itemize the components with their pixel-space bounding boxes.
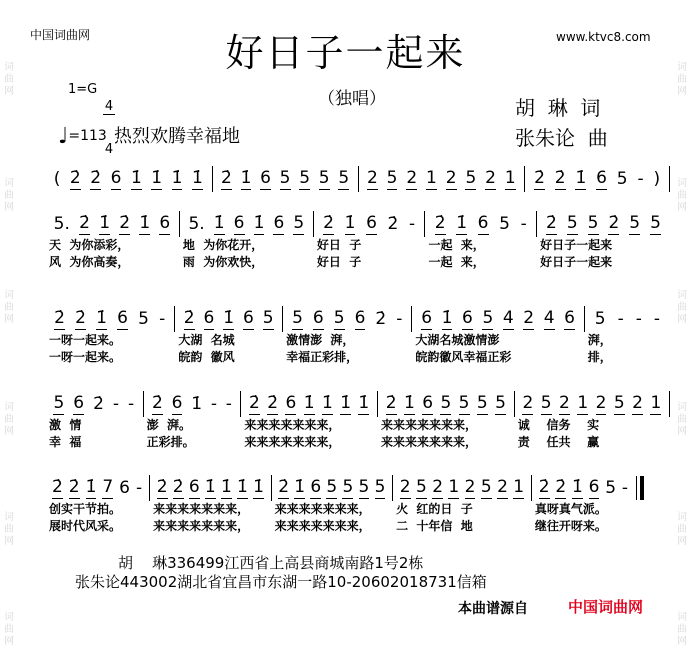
note: 5: [374, 477, 386, 497]
note: 1̇: [96, 308, 107, 328]
measure-notes: [282, 306, 411, 332]
note: 2̇: [546, 213, 557, 233]
measure: [584, 306, 670, 366]
lyric-line: 地 为你花开，: [182, 238, 264, 252]
measure-notes: [45, 391, 143, 417]
note: 2: [595, 393, 607, 413]
measure-notes: [45, 306, 174, 332]
score-row: [45, 166, 670, 192]
note: 1̇: [191, 168, 203, 188]
note: 5: [650, 213, 661, 233]
note: 7: [102, 477, 114, 497]
lyric-line: 激 情: [49, 418, 82, 432]
composer-contact: 张朱论443002湖北省宜昌市东湖一路10-20602018731信箱: [75, 573, 487, 591]
note: 6: [117, 308, 128, 328]
lyric-line: 幸福正彩排，: [286, 350, 359, 364]
note: 1̇: [213, 213, 225, 233]
note: 5: [499, 213, 510, 234]
lyric-line: 真呀真气派。: [534, 502, 607, 516]
note: 4: [502, 308, 514, 328]
quarter-note-icon: ♩: [58, 124, 69, 149]
measure-notes: [45, 166, 212, 192]
note: 5: [338, 168, 350, 188]
lyric-line: 一呀一起来。: [49, 333, 122, 347]
lyric-line: 来来来来来来来，: [244, 418, 341, 432]
note: 5: [53, 393, 65, 413]
note: 5: [613, 393, 625, 413]
note: 1̇: [253, 213, 265, 233]
watermark-text: 词曲网: [677, 290, 687, 325]
measure: [174, 306, 282, 366]
lyric-line: 湃，: [587, 333, 612, 347]
note: 6: [310, 477, 322, 497]
sustain-dash: -: [210, 393, 217, 414]
note: 1̇: [340, 393, 352, 413]
note: 5: [540, 393, 552, 413]
measure-notes: [143, 391, 241, 417]
note: 6: [188, 477, 200, 497]
lyric-line: 来来来来来来来，: [153, 502, 250, 516]
sustain-dash: -: [635, 308, 642, 329]
note: 5: [476, 393, 488, 413]
note: 1: [426, 168, 437, 188]
measure-notes: [514, 391, 670, 417]
measure: [536, 211, 670, 271]
note: 2: [406, 168, 418, 188]
note: 1̇: [139, 213, 151, 233]
watermark-text: 词曲网: [4, 512, 14, 547]
measure-notes: [271, 475, 392, 501]
tempo-value: =113: [68, 128, 107, 144]
lyric-line: 排，: [587, 350, 612, 364]
note: 5: [262, 308, 274, 328]
lyric-line: 责 任共 赢: [517, 435, 600, 449]
watermark-text: 词曲网: [677, 178, 687, 213]
note: 6: [366, 213, 377, 233]
lyric-line: 好日子一起来: [540, 255, 613, 269]
note: 2̇: [608, 213, 620, 233]
note: 5: [458, 393, 470, 413]
note: 2̇: [434, 213, 446, 233]
key-signature: 1=G: [68, 82, 98, 97]
site-name: 中国词曲网: [30, 28, 91, 42]
note: 1̇: [171, 168, 183, 188]
note: 5: [605, 477, 617, 498]
note: 1̇: [204, 477, 216, 497]
note: 5: [482, 308, 494, 328]
note: 2: [523, 308, 535, 328]
note: 6: [243, 308, 254, 328]
note: 1̇: [130, 168, 142, 188]
measure-notes: [45, 211, 179, 237]
note: 6: [462, 308, 473, 328]
sustain-dash: -: [408, 213, 416, 234]
note: 2̇: [183, 308, 195, 328]
lyric-line: 幸 福: [49, 435, 82, 449]
measure: [271, 475, 392, 535]
watermark-text: 词曲网: [4, 178, 14, 213]
note: 1̇: [575, 168, 587, 188]
measure-notes: [424, 211, 536, 237]
lyric-line: 风 为你高奏，: [49, 255, 130, 269]
note: 2̇: [249, 393, 260, 413]
sustain-dash: -: [135, 477, 143, 498]
measure-notes: [392, 475, 531, 501]
note: 4: [543, 308, 555, 328]
measure-notes: [179, 211, 313, 237]
measure-notes: [174, 306, 282, 332]
note: 5: [318, 168, 330, 188]
source-site-link[interactable]: 中国词曲网: [568, 598, 644, 616]
note: 2̇: [385, 393, 397, 413]
note: 1̇: [99, 213, 111, 233]
note: 1̇: [456, 213, 468, 233]
lyric-line: 大湖名城激情澎: [415, 333, 500, 347]
note: 5: [333, 308, 345, 328]
note: 6: [159, 213, 171, 233]
note: 6: [596, 168, 607, 188]
measure-notes: [377, 391, 514, 417]
note: 1̇: [358, 393, 370, 413]
watermark-text: 词曲网: [4, 290, 14, 325]
measure: [45, 166, 212, 192]
score-row: [45, 211, 670, 271]
lyric-line: 一起 来，: [428, 255, 485, 269]
measure: [313, 211, 425, 271]
note: 2̇: [93, 393, 104, 414]
note: 1̇: [191, 393, 203, 414]
tempo-marking: [58, 124, 107, 149]
lyric-line: 来来来来来来来，: [381, 435, 478, 449]
note: 2̇: [538, 477, 550, 497]
lyric-line: 来来来来来来来，: [244, 435, 341, 449]
note: 2: [366, 168, 378, 188]
sustain-dash: -: [112, 393, 120, 414]
note: 5: [326, 477, 338, 497]
watermark-text: 词曲网: [4, 612, 14, 647]
note: 2̇: [152, 393, 163, 413]
note: 1̇: [441, 308, 453, 328]
note: 2̇: [156, 477, 168, 497]
lyric-line: 火 红的日 子: [396, 502, 473, 516]
note: 1: [513, 477, 525, 497]
note: 6: [354, 308, 366, 328]
note: 2: [485, 168, 496, 188]
note: 2̇: [75, 308, 86, 328]
note: 5: [415, 477, 427, 497]
note: 5: [480, 477, 492, 497]
note: 5: [138, 308, 149, 329]
note: 2̇: [69, 168, 81, 188]
note: 1̇: [223, 308, 235, 328]
lyric-line: 来来来来来来来，: [274, 502, 371, 516]
note: 6: [285, 393, 297, 413]
measure: [424, 211, 536, 271]
note: 1̇: [403, 393, 415, 413]
expression-marking: 热烈欢腾幸福地: [114, 126, 240, 147]
note: 6: [273, 213, 285, 233]
score-row: [45, 306, 670, 366]
lyric-line: 激情澎 湃，: [286, 333, 355, 347]
note: 5: [440, 393, 452, 413]
note: 1: [448, 477, 460, 497]
note: 1̇: [303, 393, 315, 413]
lyric-line: 大湖 名城: [178, 333, 235, 347]
measure: [179, 211, 313, 271]
watermark-text: 词曲网: [677, 612, 687, 647]
note: 2̇: [278, 477, 290, 497]
measure-notes: [313, 211, 425, 237]
lyric-line: 雨 为你欢快，: [182, 255, 264, 269]
measure-notes: [358, 166, 525, 192]
note: 1̇: [85, 477, 97, 497]
lyric-line: 来来来来来来来，: [381, 418, 478, 432]
measure: [45, 306, 174, 366]
note: 5: [594, 308, 606, 329]
measure: [514, 391, 670, 451]
note: 5: [566, 213, 578, 233]
note: 2̇: [79, 213, 90, 233]
lyric-line: 好日 子: [316, 255, 362, 269]
note: 2: [399, 477, 411, 497]
measure: [411, 306, 583, 366]
lyricist-contact: 胡 琳336499江西省上高县商城南路1号2栋: [118, 554, 424, 572]
note: 1: [504, 168, 516, 188]
composer-credit: 张朱论 曲: [515, 126, 608, 150]
note: 2̇: [267, 393, 279, 413]
note: 6: [73, 393, 85, 413]
note: 1̇: [294, 477, 306, 497]
note: 6: [564, 308, 575, 328]
note: 1̇: [151, 168, 163, 188]
score-row: [45, 475, 635, 535]
note: 6: [312, 308, 324, 328]
sustain-dash: -: [621, 477, 629, 498]
measure-notes: [524, 166, 670, 192]
note: 1: [577, 393, 589, 413]
lyric-line: 澎 湃。: [146, 418, 192, 432]
measure: [149, 475, 270, 535]
note: 6: [421, 308, 433, 328]
measure: [531, 475, 635, 535]
note: 5.: [53, 213, 70, 234]
note: 6: [233, 213, 245, 233]
note: 2: [432, 477, 444, 497]
note: 5: [495, 393, 506, 413]
bracket: (: [53, 168, 61, 189]
note: 2̇: [54, 308, 65, 328]
note: 6: [477, 213, 489, 233]
sustain-dash: -: [637, 168, 644, 189]
note: 1: [650, 393, 662, 413]
note: 1̇: [253, 477, 264, 497]
measure-notes: [212, 166, 358, 192]
note: 2̇: [534, 168, 545, 188]
lyric-line: 来来来来来来来，: [274, 519, 371, 533]
sustain-dash: -: [396, 308, 403, 329]
site-url: www.ktvc8.com: [556, 30, 651, 44]
song-title: 好日子一起来: [225, 31, 466, 75]
measure: [45, 211, 179, 271]
measure: [282, 306, 411, 366]
note: 5: [358, 477, 370, 497]
note: 2̇: [172, 477, 184, 497]
note: 6: [588, 477, 600, 497]
lyric-line: 二 十年信 地: [396, 519, 473, 533]
note: 5: [587, 213, 599, 233]
measure: [45, 391, 143, 451]
note: 2̇: [90, 168, 102, 188]
lyricist-credit: 胡 琳 词: [515, 96, 601, 120]
note: 2̇: [554, 168, 566, 188]
note: 5: [465, 168, 477, 188]
measure: [524, 166, 670, 192]
measure: [212, 166, 358, 192]
note: 2: [522, 393, 534, 413]
note: 6: [203, 308, 215, 328]
lyric-line: 皖韵徽风幸福正彩: [415, 350, 512, 364]
measure-notes: [536, 211, 670, 237]
note: 2: [632, 393, 643, 413]
measure: [377, 391, 514, 451]
watermark-text: 词曲网: [677, 512, 687, 547]
lyric-line: 一呀一起来。: [49, 350, 122, 364]
measure: [392, 475, 531, 535]
lyric-line: 正彩排。: [146, 435, 195, 449]
note: 5: [386, 168, 398, 188]
measure: [45, 475, 149, 535]
measure-notes: [584, 306, 670, 332]
note: 2̇: [68, 477, 80, 497]
lyric-line: 好日子一起来: [540, 238, 613, 252]
sustain-dash: -: [653, 308, 660, 329]
performance-type: （独唱）: [318, 89, 386, 109]
note: 5: [616, 168, 628, 189]
note: 6: [422, 393, 434, 413]
source-label: 本曲谱源自: [458, 601, 528, 617]
note: 5: [629, 213, 641, 233]
note: 6: [119, 477, 130, 498]
measure-notes: [45, 475, 149, 501]
bracket: ): [653, 168, 661, 189]
score-row: [45, 391, 670, 451]
time-signature-bottom: 4: [104, 142, 114, 157]
sustain-dash: -: [520, 213, 527, 234]
note: 2: [464, 477, 476, 497]
measure-notes: [240, 391, 377, 417]
lyric-line: 创实干节拍。: [49, 502, 122, 516]
note: 1̇: [572, 477, 583, 497]
note: 1̇: [344, 213, 356, 233]
note: 5: [299, 168, 311, 188]
note: 5: [342, 477, 354, 497]
note: 2: [559, 393, 570, 413]
watermark-text: 词曲网: [4, 62, 14, 97]
lyric-line: 继往开呀来。: [534, 519, 607, 533]
measure: [240, 391, 377, 451]
note: 6: [110, 168, 122, 188]
measure: [358, 166, 525, 192]
lyric-line: 皖韵 徽风: [178, 350, 235, 364]
note: 5.: [188, 213, 205, 234]
sustain-dash: -: [225, 393, 232, 414]
note: 6: [171, 393, 183, 413]
note: 1̇: [220, 477, 232, 497]
note: 5: [293, 213, 305, 233]
measure-notes: [411, 306, 583, 332]
note: 2̇: [375, 308, 387, 329]
note: 2̇: [51, 477, 63, 497]
note: 2̇: [221, 168, 232, 188]
measure: [143, 391, 241, 451]
lyric-line: 天 为你添彩，: [49, 238, 130, 252]
note: 5: [292, 308, 303, 328]
lyric-line: 好日 子: [316, 238, 362, 252]
note: 1̇: [321, 393, 333, 413]
measure-notes: [531, 475, 635, 501]
watermark-text: 词曲网: [4, 402, 14, 437]
measure-notes: [149, 475, 270, 501]
note: 5: [279, 168, 291, 188]
note: 2̇: [323, 213, 334, 233]
time-signature-top: 4: [104, 99, 114, 114]
lyric-line: 展时代风采。: [49, 519, 122, 533]
watermark-text: 词曲网: [677, 62, 687, 97]
note: 2: [445, 168, 457, 188]
watermark-text: 词曲网: [677, 402, 687, 437]
sustain-dash: -: [617, 308, 624, 329]
note: 2̇: [387, 213, 399, 234]
note: 2̇: [119, 213, 131, 233]
lyric-line: 诚 信务 实: [517, 418, 600, 432]
lyric-line: 一起 来，: [428, 238, 485, 252]
note: 1̇: [240, 168, 252, 188]
lyric-line: 来来来来来来来，: [153, 519, 250, 533]
sustain-dash: -: [127, 393, 135, 414]
note: 6: [260, 168, 271, 188]
note: 2: [497, 477, 508, 497]
note: 2̇: [555, 477, 567, 497]
sustain-dash: -: [159, 308, 166, 329]
note: 1̇: [237, 477, 248, 497]
